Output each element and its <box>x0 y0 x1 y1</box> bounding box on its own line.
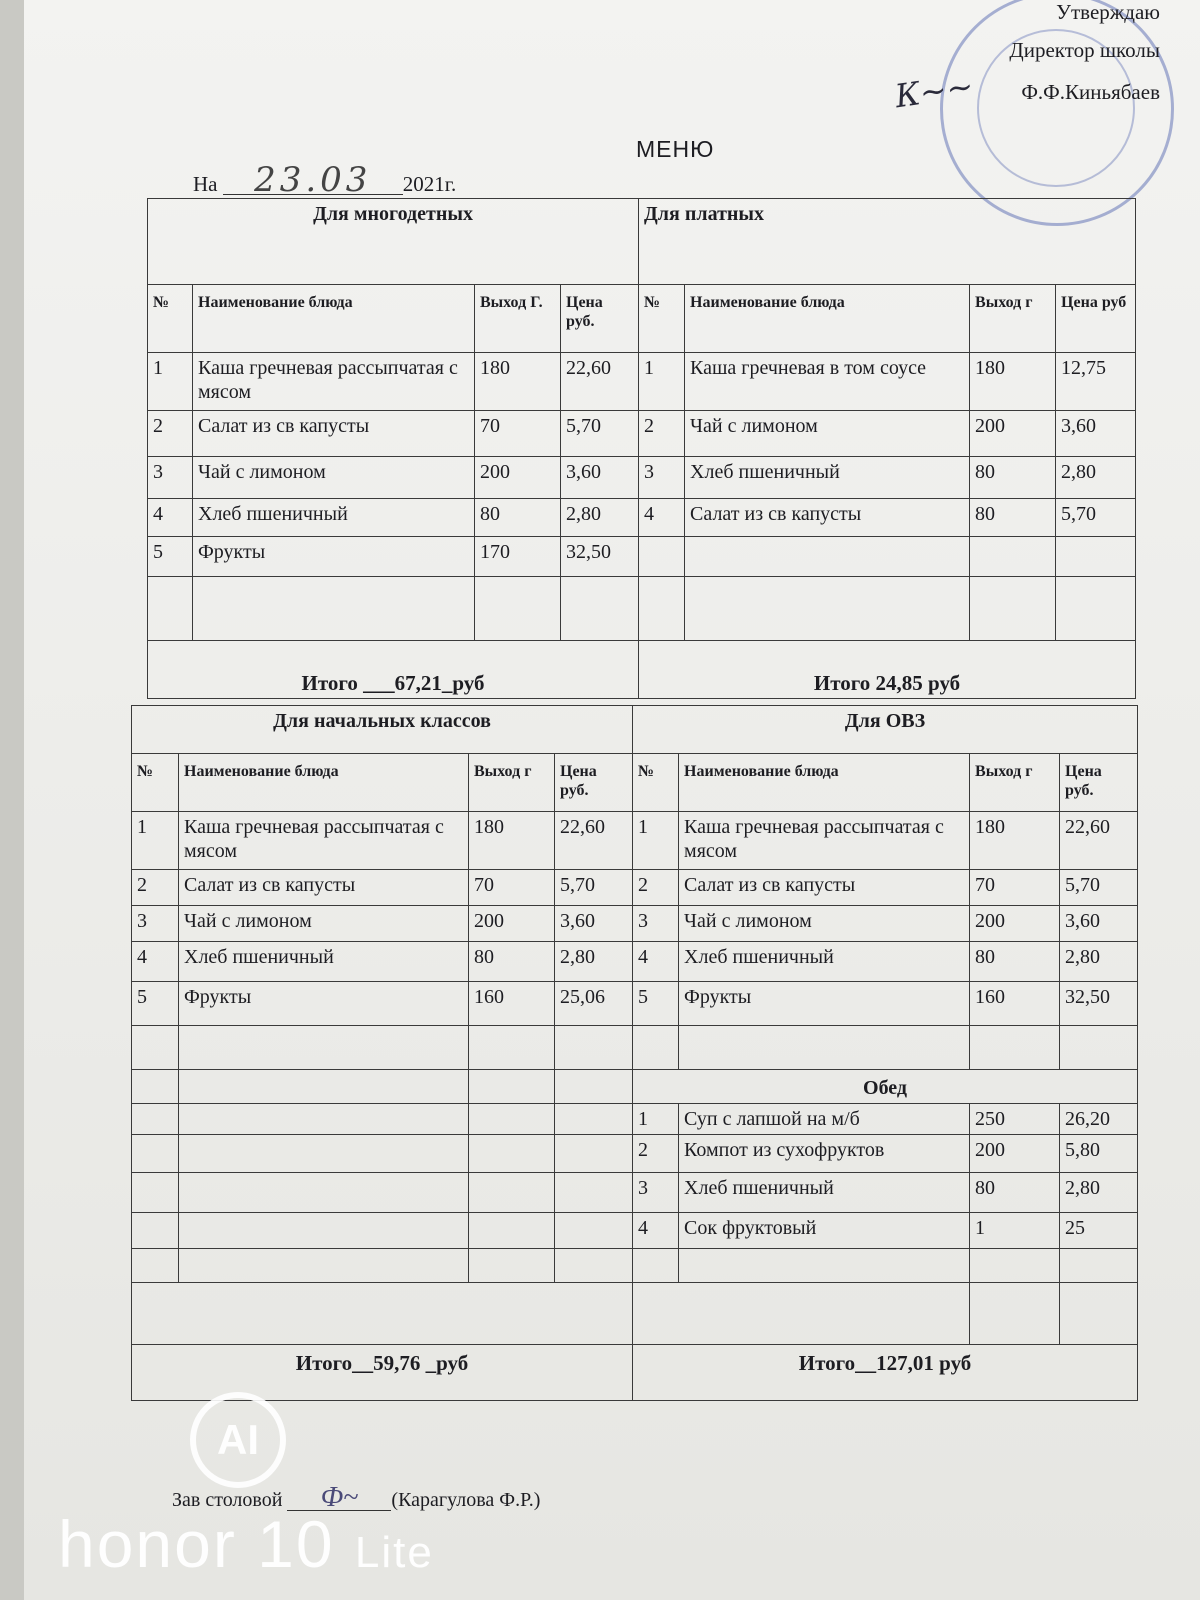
cell-out: 70 <box>469 870 555 906</box>
col-no: № <box>148 285 193 353</box>
cell-out: 80 <box>469 942 555 982</box>
cell-price: 2,80 <box>1060 942 1138 982</box>
cell-no: 2 <box>639 411 685 457</box>
col-price: Цена руб <box>1056 285 1136 353</box>
cell-price: 25 <box>1060 1213 1138 1249</box>
cell-price: 22,60 <box>555 812 633 870</box>
cell-no: 4 <box>633 942 679 982</box>
cell-out: 80 <box>970 457 1056 499</box>
watermark-suffix: Lite <box>354 1528 434 1577</box>
menu-table-upper <box>147 198 1136 699</box>
cell-name: Каша гречневая рассыпчатая с мясом <box>679 812 970 870</box>
cell-name: Каша гречневая в том соусе <box>685 353 970 411</box>
cell-price: 3,60 <box>1056 411 1136 457</box>
cell-out: 200 <box>970 1135 1060 1173</box>
cell-name: Салат из св капусты <box>685 499 970 537</box>
cell-price: 3,60 <box>561 457 639 499</box>
cell-out: 1 <box>970 1213 1060 1249</box>
cell-price: 12,75 <box>1056 353 1136 411</box>
ai-watermark-icon: AI <box>190 1392 286 1488</box>
col-no: № <box>633 754 679 812</box>
cell-price: 3,60 <box>1060 906 1138 942</box>
date-line <box>193 160 457 200</box>
total-primary: Итого__59,76 _руб <box>132 1345 633 1401</box>
cell-out: 170 <box>475 537 561 577</box>
cell-no: 5 <box>132 982 179 1026</box>
table-row <box>132 870 1138 906</box>
cell-price: 2,80 <box>555 942 633 982</box>
cell-no: 2 <box>132 870 179 906</box>
cell-out: 70 <box>970 870 1060 906</box>
page-title: МЕНЮ <box>636 136 715 162</box>
table-row <box>132 812 1138 870</box>
cell-name: Фрукты <box>179 982 469 1026</box>
approval-label: Утверждаю <box>1056 0 1160 24</box>
cell-no: 2 <box>633 870 679 906</box>
cell-no: 1 <box>148 353 193 411</box>
cell-price: 5,70 <box>561 411 639 457</box>
table-row <box>148 537 1136 577</box>
watermark-brand: honor 10 <box>58 1507 335 1581</box>
col-no: № <box>132 754 179 812</box>
cell-no: 1 <box>633 812 679 870</box>
cell-name: Хлеб пшеничный <box>193 499 475 537</box>
cell-no: 5 <box>148 537 193 577</box>
cell-price: 5,80 <box>1060 1135 1138 1173</box>
cell-no: 1 <box>633 1104 679 1135</box>
col-out: Выход г <box>970 754 1060 812</box>
col-name: Наименование блюда <box>193 285 475 353</box>
cell-out: 250 <box>970 1104 1060 1135</box>
total-ovz: Итого__127,01 руб <box>633 1345 1138 1401</box>
camera-watermark <box>58 1506 434 1582</box>
footer-position: Зав столовой <box>172 1489 283 1511</box>
col-name: Наименование блюда <box>179 754 469 812</box>
table-row <box>132 1173 1138 1213</box>
cell-price: 5,70 <box>1056 499 1136 537</box>
cell-price: 5,70 <box>1060 870 1138 906</box>
section-title-paid: Для платных <box>639 199 1136 285</box>
col-no: № <box>639 285 685 353</box>
cell-out: 80 <box>970 1173 1060 1213</box>
cell-name: Чай с лимоном <box>179 906 469 942</box>
director-signature: К~~ <box>892 66 976 116</box>
cell-name: Чай с лимоном <box>679 906 970 942</box>
approval-name: Ф.Ф.Киньябаев <box>1021 80 1160 105</box>
table-row <box>132 1213 1138 1249</box>
cell-no: 3 <box>639 457 685 499</box>
cell-no: 4 <box>633 1213 679 1249</box>
cell-name: Хлеб пшеничный <box>679 1173 970 1213</box>
table-row <box>148 499 1136 537</box>
cell-out: 200 <box>469 906 555 942</box>
section-title-primary: Для начальных классов <box>132 706 633 754</box>
approval-position: Директор школы <box>1009 38 1160 63</box>
cell-out: 180 <box>970 353 1056 411</box>
cell-price: 5,70 <box>555 870 633 906</box>
cell-name: Салат из св капусты <box>679 870 970 906</box>
cell-no: 1 <box>132 812 179 870</box>
cell-out: 180 <box>970 812 1060 870</box>
cell-price: 32,50 <box>561 537 639 577</box>
col-price: Цена руб. <box>561 285 639 353</box>
col-out: Выход г <box>469 754 555 812</box>
table-row <box>132 982 1138 1026</box>
menu-table-lower <box>131 705 1138 1401</box>
cell-name: Чай с лимоном <box>685 411 970 457</box>
cell-price: 3,60 <box>555 906 633 942</box>
table-row <box>132 1135 1138 1173</box>
cell-no: 4 <box>639 499 685 537</box>
cell-out: 180 <box>469 812 555 870</box>
cell-out: 200 <box>475 457 561 499</box>
cell-price: 22,60 <box>1060 812 1138 870</box>
cell-price: 26,20 <box>1060 1104 1138 1135</box>
table-row <box>132 906 1138 942</box>
cell-no: 4 <box>148 499 193 537</box>
col-price: Цена руб. <box>555 754 633 812</box>
cell-no: 4 <box>132 942 179 982</box>
cell-price: 2,80 <box>1056 457 1136 499</box>
col-out: Выход Г. <box>475 285 561 353</box>
cell-out: 160 <box>970 982 1060 1026</box>
cell-name: Каша гречневая рассыпчатая с мясом <box>179 812 469 870</box>
cell-name: Каша гречневая рассыпчатая с мясом <box>193 353 475 411</box>
cell-no: 2 <box>633 1135 679 1173</box>
col-out: Выход г <box>970 285 1056 353</box>
cell-name: Сок фруктовый <box>679 1213 970 1249</box>
cell-name: Хлеб пшеничный <box>179 942 469 982</box>
cell-name: Компот из сухофруктов <box>679 1135 970 1173</box>
cell-name: Салат из св капусты <box>179 870 469 906</box>
cell-out: 80 <box>970 499 1056 537</box>
cell-name: Хлеб пшеничный <box>685 457 970 499</box>
cell-no: 1 <box>639 353 685 411</box>
cell-price: 32,50 <box>1060 982 1138 1026</box>
date-prefix: На <box>193 172 218 196</box>
table-row <box>132 1104 1138 1135</box>
cell-price: 22,60 <box>561 353 639 411</box>
cell-no: 3 <box>148 457 193 499</box>
cell-name: Фрукты <box>193 537 475 577</box>
date-handwritten: 23.03 <box>223 166 403 195</box>
cell-no: 3 <box>633 1173 679 1213</box>
cell-out: 80 <box>970 942 1060 982</box>
cell-out: 200 <box>970 411 1056 457</box>
cell-no: 3 <box>633 906 679 942</box>
date-year: 2021г. <box>402 172 457 196</box>
cell-name: Суп с лапшой на м/б <box>679 1104 970 1135</box>
cell-no: 3 <box>132 906 179 942</box>
cell-out: 200 <box>970 906 1060 942</box>
col-price: Цена руб. <box>1060 754 1138 812</box>
cell-price: 25,06 <box>555 982 633 1026</box>
cell-name: Хлеб пшеничный <box>679 942 970 982</box>
col-name: Наименование блюда <box>685 285 970 353</box>
cell-out: 180 <box>475 353 561 411</box>
canteen-signature: Ф~ <box>287 1486 391 1511</box>
col-name: Наименование блюда <box>679 754 970 812</box>
cell-out: 70 <box>475 411 561 457</box>
table-row <box>148 457 1136 499</box>
cell-name: Салат из св капусты <box>193 411 475 457</box>
section-title-large-families: Для многодетных <box>148 199 639 285</box>
cell-no: 2 <box>148 411 193 457</box>
cell-name: Чай с лимоном <box>193 457 475 499</box>
table-row <box>148 353 1136 411</box>
cell-out: 80 <box>475 499 561 537</box>
cell-price: 2,80 <box>561 499 639 537</box>
lunch-title: Обед <box>633 1070 1138 1104</box>
total-paid: Итого 24,85 руб <box>639 641 1136 699</box>
section-title-ovz: Для ОВЗ <box>633 706 1138 754</box>
table-row <box>132 942 1138 982</box>
cell-price: 2,80 <box>1060 1173 1138 1213</box>
total-large-families: Итого ___67,21_руб <box>148 641 639 699</box>
cell-no: 5 <box>633 982 679 1026</box>
table-row <box>148 411 1136 457</box>
approval-block <box>1009 0 1160 118</box>
footer-name: (Карагулова Ф.Р.) <box>391 1489 541 1511</box>
cell-out: 160 <box>469 982 555 1026</box>
cell-name: Фрукты <box>679 982 970 1026</box>
